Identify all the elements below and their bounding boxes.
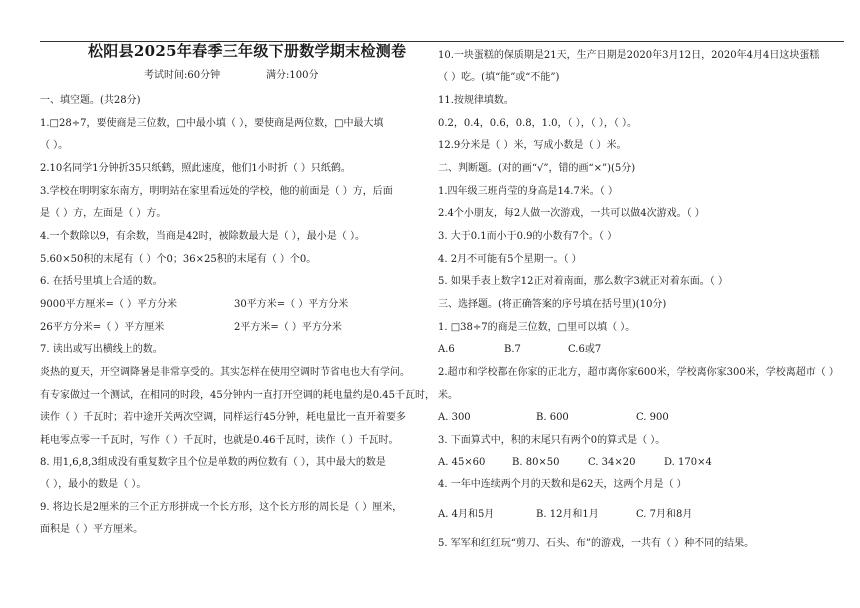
choice-option: D. 170×4 bbox=[664, 457, 712, 468]
choice-option: C. 900 bbox=[636, 412, 669, 423]
judge-item: 2.4个小朋友，每2人做一次游戏，一共可以做4次游戏。（ ） bbox=[438, 208, 705, 219]
choice-option: A. 300 bbox=[438, 412, 471, 423]
passage-line: 有专家做过一个测试，在相同的时段，45分钟内一直打开空调的耗电量约是0.45千瓦时， bbox=[40, 390, 435, 401]
question-line: 11.按规律填数。 bbox=[438, 95, 514, 106]
passage-line: 读作（ ）千瓦时；若中途开关两次空调，同样运行45分钟，耗电量比一直开着要多 bbox=[40, 412, 406, 423]
question-line: 4.一个数除以9，有余数，当商是42时，被除数最大是（ ），最小是（ ）。 bbox=[40, 231, 365, 242]
section-choice-heading: 三、选择题。(将正确答案的序号填在括号里)(10分) bbox=[438, 299, 667, 310]
question-line: 3.学校在明明家东南方，明明站在家里看远处的学校，他的前面是（ ）方，后面 bbox=[40, 186, 393, 197]
choice-option: A. 4月和5月 bbox=[438, 509, 495, 520]
section-judge-heading: 二、判断题。(对的画“√”，错的画“×”)(5分) bbox=[438, 163, 636, 174]
question-line: 5.60×50积的末尾有（ ）个0；36×25积的末尾有（ ）个0。 bbox=[40, 254, 317, 265]
section-fill-blank-heading: 一、填空题。(共28分) bbox=[40, 95, 141, 106]
question-line: 12.9分米是（ ）米，写成小数是（ ）米。 bbox=[438, 140, 627, 151]
choice-option: B.7 bbox=[504, 344, 521, 355]
judge-item: 5. 如果手表上数字12正对着南面，那么数字3就正对着东面。（ ） bbox=[438, 276, 728, 287]
passage-line: 炎热的夏天，开空调降暑是非常享受的。其实怎样在使用空调时节省电也大有学问。 bbox=[40, 367, 410, 378]
question-line: （ ）吃。(填“能”或“不能”) bbox=[438, 72, 560, 83]
question-line: 2.10名同学1分钟折35只纸鹤，照此速度，他们1小时折（ ）只纸鹤。 bbox=[40, 163, 351, 174]
question-line: 0.2，0.4，0.6，0.8，1.0，（ ），（ ），（ ）。 bbox=[438, 118, 638, 129]
choice-option: C. 34×20 bbox=[588, 457, 636, 468]
question-line: （ ），最小的数是（ ）。 bbox=[40, 479, 147, 490]
choice-question: 1. □38÷7的商是三位数，□里可以填（ ）。 bbox=[438, 322, 636, 333]
question-line: 面积是（ ）平方厘米。 bbox=[40, 524, 144, 535]
question-line: 6. 在括号里填上合适的数。 bbox=[40, 276, 163, 287]
unit-conversion-item: 26平方分米=（ ）平方厘米 bbox=[40, 322, 165, 333]
exam-title: 松阳县2025年春季三年级下册数学期末检测卷 bbox=[88, 42, 407, 60]
passage-line: 耗电零点零一千瓦时，写作（ ）千瓦时，也就是0.46千瓦时，读作（ ）千瓦时。 bbox=[40, 435, 399, 446]
choice-question: 4. 一年中连续两个月的天数和是62天，这两个月是（ ） bbox=[438, 479, 687, 490]
unit-conversion-item: 9000平方厘米=（ ）平方分米 bbox=[40, 299, 178, 310]
choice-option: C. 7月和8月 bbox=[636, 509, 693, 520]
question-line: 是（ ）方，左面是（ ）方。 bbox=[40, 208, 167, 219]
question-line: 1.□28÷7，要使商是三位数，□中最小填（ ），要使商是两位数，□中最大填 bbox=[40, 118, 384, 129]
full-score: 满分:100分 bbox=[266, 70, 319, 81]
choice-question: 3. 下面算式中，积的末尾只有两个0的算式是（ ）。 bbox=[438, 435, 666, 446]
question-line: 10.一块蛋糕的保质期是21天，生产日期是2020年3月12日，2020年4月4日这块蛋糕 bbox=[438, 50, 820, 61]
exam-time: 考试时间:60分钟 bbox=[144, 70, 221, 81]
question-line: 7. 读出或写出横线上的数。 bbox=[40, 344, 163, 355]
choice-option: C.6或7 bbox=[568, 344, 602, 355]
choice-question: 米。 bbox=[438, 390, 458, 401]
choice-option: A. 45×60 bbox=[438, 457, 486, 468]
question-line: 8. 用1,6,8,3组成没有重复数字且个位是单数的两位数有（ ），其中最大的数是 bbox=[40, 457, 386, 468]
judge-item: 3. 大于0.1而小于0.9的小数有7个。（ ） bbox=[438, 231, 618, 242]
unit-conversion-item: 2平方米=（ ）平方分米 bbox=[234, 322, 342, 333]
choice-option: A.6 bbox=[438, 344, 455, 355]
question-line: 9. 将边长是2厘米的三个正方形拼成一个长方形，这个长方形的周长是（ ）厘米， bbox=[40, 502, 403, 513]
choice-question: 5. 军军和红红玩“剪刀、石头、布”的游戏，一共有（ ）种不同的结果。 bbox=[438, 538, 755, 549]
judge-item: 4. 2月不可能有5个星期一。（ ） bbox=[438, 254, 582, 265]
unit-conversion-item: 30平方米=（ ）平方分米 bbox=[234, 299, 349, 310]
choice-question: 2.超市和学校都在你家的正北方，超市离你家600米，学校离你家300米，学校离超市（ ） bbox=[438, 367, 839, 378]
judge-item: 1.四年级三班肖莹的身高是14.7米。（ ） bbox=[438, 186, 618, 197]
choice-option: B. 80×50 bbox=[512, 457, 560, 468]
choice-option: B. 600 bbox=[536, 412, 569, 423]
question-line: （ ）。 bbox=[40, 140, 69, 151]
choice-option: B. 12月和1月 bbox=[536, 509, 599, 520]
